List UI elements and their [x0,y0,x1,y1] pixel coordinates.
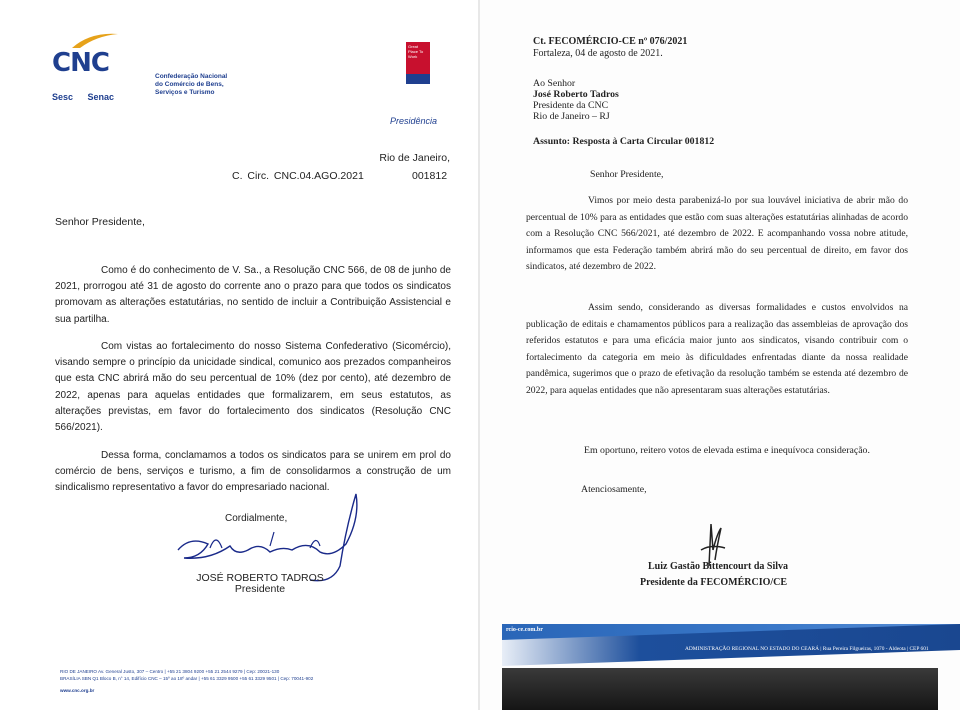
greeting: Senhor Presidente, [590,169,664,180]
cnc-logo-text: CNC [52,48,109,78]
circular-number: 001812 [412,170,448,182]
org-name: Confederação Nacional do Comércio de Bens, Serviços e Turismo [155,73,228,96]
fecomercio-letter [480,0,960,710]
footer-address: ADMINISTRAÇÃO REGIONAL NO ESTADO DO CEARÁ | Rua Pereira Filgueiras, 1070 - Aldeota | CEP 601 [685,646,929,652]
footer-website: rcio-ce.com.br [506,627,543,633]
great-place-to-work-badge: Great Place To Work [406,42,430,84]
senac-logo: Senac [87,92,115,102]
letter-footer [60,668,313,694]
signer-name: JOSÉ ROBERTO TADROS [196,572,324,584]
letter-reference: Ct. FECOMÉRCIO-CE nº 076/2021 [533,36,688,47]
paragraph-1: Como é do conhecimento de V. Sa., a Resolução CNC 566, de 08 de junho de 2021, prorrogou até 31 de agosto do corrente ano o prazo para que todos os sindicatos promovam as alterações estatutárias, no sentido de incluir a Contribuição Assistencial e sua partilha. [55,265,451,325]
paragraph-2: Com vistas ao fortalecimento do nosso Sistema Confederativo (Sicomércio), visando sempre o princípio da unicidade sindical, comunico aos prezados companheiros que esta CNC abrirá mão do seu percentual de 10% (dez por cento), até dezembro de 2022, apenas para aquelas entidades que formalizarem, em seus estatutos, as alterações previstas, em favor do fortalecimento dos sindicatos (Resolução CNC 566/2021). [55,341,451,434]
signer-role: Presidente [234,583,286,595]
footer-website: www.cnc.org.br [60,688,95,693]
signer-name: Luiz Gastão Bittencourt da Silva [648,561,789,572]
subject-line: Assunto: Resposta à Carta Circular 001812 [533,136,715,147]
closing: Cordialmente, [225,513,288,524]
letter-date: Fortaleza, 04 de agosto de 2021. [533,48,663,59]
sesc-logo: Sesc [52,92,74,102]
closing: Atenciosamente, [581,484,647,495]
sub-logos [52,92,126,102]
footer-address-brasilia: BRASÍLIA SBN Q1 Bloco B, n° 14, Edifício CNC – 15º ao 18º andar | +55 61 3329 9500 +55 61 3329 9501 | Cep: 70041-902 [60,676,314,681]
regards: Em oportuno, reitero votos de elevada estima e inequívoca consideração. [584,445,870,456]
department-label: Presidência [390,116,438,126]
cnc-logo [52,30,122,80]
paragraph-3: Dessa forma, conclamamos a todos os sindicatos para se unirem em prol do comércio de bens, serviços e turismo, a fim de consolidarmos a construção de um sindicalismo representativo a favor do empresariado nacional. [55,450,451,494]
swoosh-icon [70,30,120,50]
paragraph-1: Vimos por meio desta parabenizá-lo por sua louvável iniciativa de abrir mão do percentual de 10% para as entidades que estão com suas alterações estatutárias alinhadas de acordo com a Resolução CNC 566/2021, até dezembro de 2022. E acompanhando vossa nobre atitude, informamos que esta Federação também abrirá mão do seu percentual de direito, em favor dos sindicatos, até dezembro de 2022. [526,195,908,272]
greeting: Senhor Presidente, [55,216,145,228]
signer-role: Presidente da FECOMÉRCIO/CE [640,577,788,588]
recipient-address: Ao Senhor José Roberto Tadros Presidente da CNC Rio de Janeiro – RJ [533,78,619,122]
paragraph-2: Assim sendo, considerando as diversas formalidades e custos envolvidos na publicação de editais e chamamentos públicos para a realização das assembleias de aprovação dos referidos estatutos e para uma eficácia maior junto aos sindicatos, visando contribuir com o fortalecimento da categoria em meio às dificuldades enfrentadas diante da nossa realidade pandêmica, sugerimos que o prazo de efetivação da resolução também se estenda até dezembro de 2022, para aquelas entidades que não apresentaram suas alterações estatutárias. [526,302,908,396]
circular-reference: C. Circ. CNC.04.AGO.2021 [232,170,364,182]
footer-band-dark [502,668,938,710]
place-line: Rio de Janeiro, [379,152,450,164]
footer-address-rio: RIO DE JANEIRO Av. General Justo, 307 – Centro | +55 21 3804 9200 +55 21 2544 9279 | Cep: 20021-130 [60,669,280,674]
